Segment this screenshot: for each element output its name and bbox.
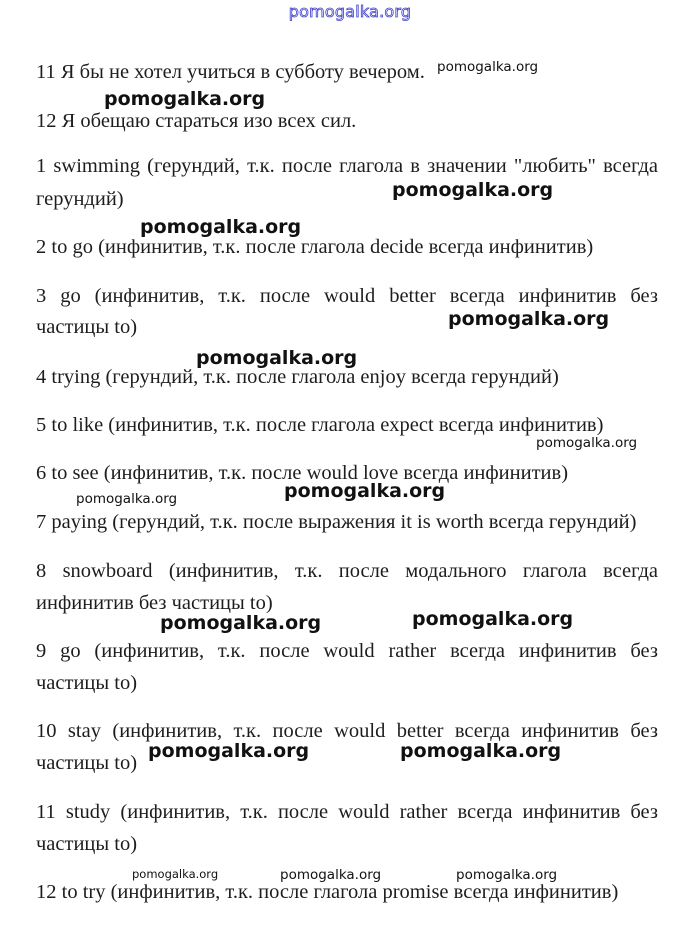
answer-1-line-2: герундий) xyxy=(36,188,124,210)
watermark: pomogalka.org xyxy=(536,435,638,451)
answer-7: 7 paying (герундий, т.к. после выражения it is worth всегда герундий) xyxy=(36,511,637,533)
answer-3-line-1: 3 go (инфинитив, т.к. после would better всегда инфинитив без xyxy=(36,285,658,307)
watermark: pomogalka.org xyxy=(140,216,302,238)
answer-11-line-1: 11 study (инфинитив, т.к. после would rather всегда инфинитив без xyxy=(36,801,658,823)
answer-5: 5 to like (инфинитив, т.к. после глагола expect всегда инфинитив) xyxy=(36,414,604,436)
watermark: pomogalka.org xyxy=(76,491,178,507)
answer-1-line-1: 1 swimming (герундий, т.к. после глагола в значении "любить" всегда xyxy=(36,155,658,177)
answer-4: 4 trying (герундий, т.к. после глагола enjoy всегда герундий) xyxy=(36,366,559,388)
watermark: pomogalka.org xyxy=(284,480,446,502)
answer-8-line-2: инфинитив без частицы to) xyxy=(36,592,273,614)
watermark: pomogalka.org xyxy=(400,740,562,762)
text-line-russian-11: 11 Я бы не хотел учиться в субботу вечером. xyxy=(36,61,425,83)
watermark: pomogalka.org xyxy=(148,740,310,762)
watermark: pomogalka.org xyxy=(456,867,558,883)
answer-11-line-2: частицы to) xyxy=(36,833,138,855)
watermark: pomogalka.org xyxy=(392,179,554,201)
answer-12: 12 to try (инфинитив, т.к. после глагола promise всегда инфинитив) xyxy=(36,881,619,903)
answer-2: 2 to go (инфинитив, т.к. после глагола decide всегда инфинитив) xyxy=(36,236,594,258)
watermark: pomogalka.org xyxy=(196,347,358,369)
watermark: pomogalka.org xyxy=(280,867,382,883)
answer-6: 6 to see (инфинитив, т.к. после would love всегда инфинитив) xyxy=(36,462,569,484)
answer-10-line-2: частицы to) xyxy=(36,752,138,774)
watermark: pomogalka.org xyxy=(437,59,539,75)
watermark: pomogalka.org xyxy=(104,88,266,110)
answer-3-line-2: частицы to) xyxy=(36,316,138,338)
watermark: pomogalka.org xyxy=(132,867,219,881)
watermark: pomogalka.org xyxy=(412,608,574,630)
watermark: pomogalka.org xyxy=(160,612,322,634)
text-line-russian-12: 12 Я обещаю стараться изо всех сил. xyxy=(36,110,357,132)
answer-10-line-1: 10 stay (инфинитив, т.к. после would better всегда инфинитив без xyxy=(36,720,658,742)
answer-9-line-2: частицы to) xyxy=(36,672,138,694)
watermark: pomogalka.org xyxy=(448,308,610,330)
header-watermark: pomogalka.org xyxy=(288,2,412,21)
answer-9-line-1: 9 go (инфинитив, т.к. после would rather всегда инфинитив без xyxy=(36,640,658,662)
answer-8-line-1: 8 snowboard (инфинитив, т.к. после модального глагола всегда xyxy=(36,560,658,582)
